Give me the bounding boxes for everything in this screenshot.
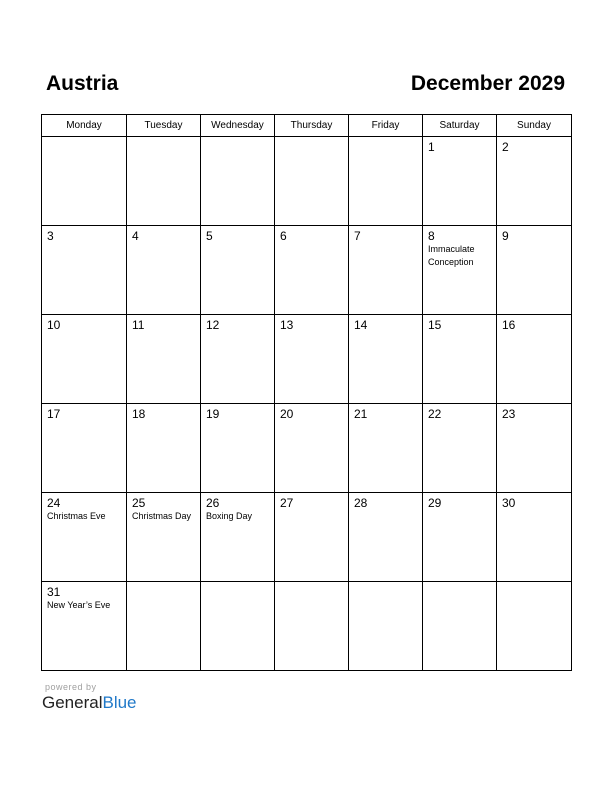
day-cell[interactable] bbox=[497, 315, 572, 404]
holiday-label: New Year’s Eve bbox=[47, 600, 111, 610]
day-cell[interactable] bbox=[42, 315, 127, 404]
day-cell[interactable] bbox=[42, 582, 127, 671]
week-row bbox=[42, 493, 572, 582]
day-cell[interactable] bbox=[127, 404, 201, 493]
day-cell[interactable] bbox=[275, 226, 349, 315]
empty-day-cell bbox=[349, 137, 423, 226]
day-number: 18 bbox=[132, 407, 146, 421]
empty-day-cell bbox=[497, 582, 572, 671]
day-cell[interactable] bbox=[349, 226, 423, 315]
day-number: 1 bbox=[428, 140, 435, 154]
day-cell[interactable] bbox=[423, 493, 497, 582]
day-cell[interactable] bbox=[42, 226, 127, 315]
brand-blue: Blue bbox=[102, 693, 137, 712]
weekday-header-wednesday: Wednesday bbox=[201, 115, 275, 137]
day-number: 28 bbox=[354, 496, 368, 510]
week-row bbox=[42, 315, 572, 404]
day-cell[interactable] bbox=[127, 493, 201, 582]
day-number: 3 bbox=[47, 229, 54, 243]
day-number: 9 bbox=[502, 229, 509, 243]
empty-day-cell bbox=[275, 137, 349, 226]
calendar-grid bbox=[41, 114, 572, 671]
day-number: 13 bbox=[280, 318, 294, 332]
day-cell[interactable] bbox=[497, 493, 572, 582]
day-number: 30 bbox=[502, 496, 516, 510]
day-number: 27 bbox=[280, 496, 294, 510]
week-row bbox=[42, 404, 572, 493]
holiday-label: Immaculate Conception bbox=[428, 244, 475, 267]
holiday-label: Christmas Eve bbox=[47, 511, 106, 521]
holiday-label: Christmas Day bbox=[132, 511, 192, 521]
week-row bbox=[42, 582, 572, 671]
weekday-header-tuesday: Tuesday bbox=[127, 115, 201, 137]
day-cell[interactable] bbox=[201, 226, 275, 315]
day-number: 12 bbox=[206, 318, 220, 332]
day-cell[interactable] bbox=[127, 315, 201, 404]
empty-day-cell bbox=[201, 137, 275, 226]
day-cell[interactable] bbox=[42, 493, 127, 582]
day-cell[interactable] bbox=[349, 493, 423, 582]
day-cell[interactable] bbox=[201, 315, 275, 404]
day-cell[interactable] bbox=[349, 404, 423, 493]
empty-day-cell bbox=[42, 137, 127, 226]
day-number: 8 bbox=[428, 229, 435, 243]
day-cell[interactable] bbox=[275, 315, 349, 404]
day-number: 15 bbox=[428, 318, 442, 332]
empty-day-cell bbox=[127, 137, 201, 226]
empty-day-cell bbox=[275, 582, 349, 671]
weekday-header-sunday: Sunday bbox=[497, 115, 572, 137]
country-title: Austria bbox=[46, 72, 119, 95]
day-number: 23 bbox=[502, 407, 516, 421]
day-number: 19 bbox=[206, 407, 220, 421]
week-row bbox=[42, 226, 572, 315]
day-number: 26 bbox=[206, 496, 220, 510]
day-number: 21 bbox=[354, 407, 368, 421]
day-number: 14 bbox=[354, 318, 368, 332]
empty-day-cell bbox=[349, 582, 423, 671]
day-cell[interactable] bbox=[423, 404, 497, 493]
day-number: 16 bbox=[502, 318, 516, 332]
weekday-header-friday: Friday bbox=[349, 115, 423, 137]
weekday-header-saturday: Saturday bbox=[423, 115, 497, 137]
day-number: 10 bbox=[47, 318, 61, 332]
empty-day-cell bbox=[423, 582, 497, 671]
day-cell[interactable] bbox=[275, 404, 349, 493]
holiday-label: Boxing Day bbox=[206, 511, 253, 521]
day-number: 22 bbox=[428, 407, 442, 421]
day-cell[interactable] bbox=[497, 404, 572, 493]
day-number: 2 bbox=[502, 140, 509, 154]
day-number: 7 bbox=[354, 229, 361, 243]
empty-day-cell bbox=[201, 582, 275, 671]
day-cell[interactable] bbox=[423, 315, 497, 404]
weekday-header-thursday: Thursday bbox=[275, 115, 349, 137]
day-number: 11 bbox=[132, 318, 145, 332]
day-number: 6 bbox=[280, 229, 287, 243]
day-cell[interactable] bbox=[201, 404, 275, 493]
day-number: 4 bbox=[132, 229, 139, 243]
day-number: 24 bbox=[47, 496, 61, 510]
day-cell[interactable] bbox=[423, 226, 497, 315]
day-number: 20 bbox=[280, 407, 294, 421]
day-number: 29 bbox=[428, 496, 442, 510]
day-cell[interactable] bbox=[127, 226, 201, 315]
day-cell[interactable] bbox=[423, 137, 497, 226]
day-number: 25 bbox=[132, 496, 146, 510]
day-cell[interactable] bbox=[497, 226, 572, 315]
weekday-header-row bbox=[42, 115, 572, 137]
week-row bbox=[42, 137, 572, 226]
month-year-title: December 2029 bbox=[410, 72, 565, 95]
day-number: 31 bbox=[47, 585, 61, 599]
calendar-body bbox=[42, 137, 572, 671]
generalblue-logo[interactable] bbox=[42, 693, 137, 713]
day-cell[interactable] bbox=[497, 137, 572, 226]
day-cell[interactable] bbox=[275, 493, 349, 582]
day-cell[interactable] bbox=[201, 493, 275, 582]
weekday-header-monday: Monday bbox=[42, 115, 127, 137]
brand-general: General bbox=[42, 693, 103, 712]
day-cell[interactable] bbox=[349, 315, 423, 404]
empty-day-cell bbox=[127, 582, 201, 671]
day-number: 5 bbox=[206, 229, 213, 243]
powered-by-text: powered by bbox=[45, 682, 97, 692]
day-cell[interactable] bbox=[42, 404, 127, 493]
day-number: 17 bbox=[47, 407, 61, 421]
